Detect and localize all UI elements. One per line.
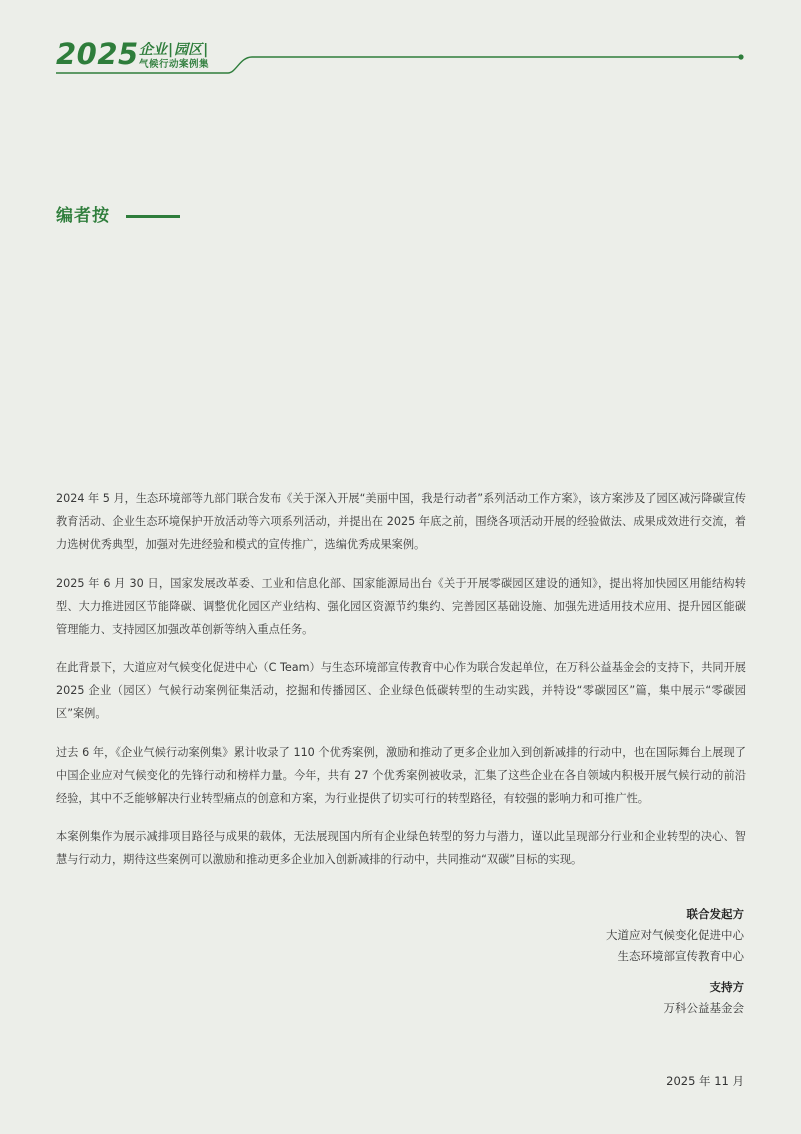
paragraph-2: 2025 年 6 月 30 日，国家发展改革委、工业和信息化部、国家能源局出台《关于开展零碳园区建设的通知》，提出将加快园区用能结构转型、大力推进园区节能降碳、调整优化园区产业结构、强化园区资源节约集约、完善园区基础设施、加强先进适用技术应用、提升园区能碳管理能力、支持园区加强改革创新等纳入重点任务。 — [56, 576, 746, 636]
page-header — [0, 0, 801, 80]
supporter-label: 支持方 — [709, 980, 744, 994]
paragraph-4: 过去 6 年，《企业气候行动案例集》累计收录了 110 个优秀案例，激励和推动了更多企业加入到创新减排的行动中，也在国际舞台上展现了中国企业应对气候变化的先锋行动和榜样力量。今年，共有 27 个优秀案例被收录，汇集了这些企业在各自领域内积极开展气候行动的前沿经验，其中不乏能够解决行业转型痛点的创意和方案，为行业提供了切实可行的转型路径，有较强的影响力和可推广性。 — [56, 745, 746, 805]
supporter-block — [664, 977, 745, 1019]
paragraph-1: 2024 年 5 月，生态环境部等九部门联合发布《关于深入开展“美丽中国，我是行动者”系列活动工作方案》，该方案涉及了园区减污降碳宣传教育活动、企业生态环境保护开放活动等六项系列活动，并提出在 2025 年底之前，围绕各项活动开展的经验做法、成果成效进行交流，着力选树优秀典型，加强对先进经验和模式的宣传推广，选编优秀成果案例。 — [56, 492, 746, 551]
brand-part-enterprise: 企业 — [139, 42, 167, 58]
brand-separator: | — [168, 42, 174, 58]
section-title: 编者按 — [56, 206, 110, 226]
initiators-label: 联合发起方 — [686, 907, 744, 921]
initiator-mee-center: 生态环境部宣传教育中心 — [617, 949, 744, 963]
brand-separator-trailing: | — [203, 42, 209, 58]
brand-part-park: 园区 — [174, 42, 203, 58]
header-brand — [139, 42, 209, 58]
paragraph-3: 在此背景下，大道应对气候变化促进中心（C Team）与生态环境部宣传教育中心作为联合发起单位，在万科公益基金会的支持下，共同开展 2025 企业（园区）气候行动案例征集活动，挖掘和传播园区、企业绿色低碳转型的生动实践，并特设“零碳园区”篇，集中展示“零碳园区”案例。 — [56, 661, 746, 720]
supporter-name: 万科公益基金会 — [663, 1001, 744, 1015]
initiators-block — [606, 904, 744, 967]
section-title-rule — [126, 215, 180, 218]
header-year: 2025 — [56, 37, 139, 71]
paragraph-5: 本案例集作为展示减排项目路径与成果的载体，无法展现国内所有企业绿色转型的努力与潜力，谨以此呈现部分行业和企业转型的决心、智慧与行动力，期待这些案例可以激励和推动更多企业加入创新减排的行动中，共同推动“双碳”目标的实现。 — [56, 830, 746, 866]
initiator-cteam: 大道应对气候变化促进中心 — [606, 928, 744, 942]
publication-date: 2025 年 11 月 — [666, 1074, 744, 1088]
editor-note-body — [56, 487, 746, 887]
header-subtitle: 气候行动案例集 — [139, 59, 210, 70]
